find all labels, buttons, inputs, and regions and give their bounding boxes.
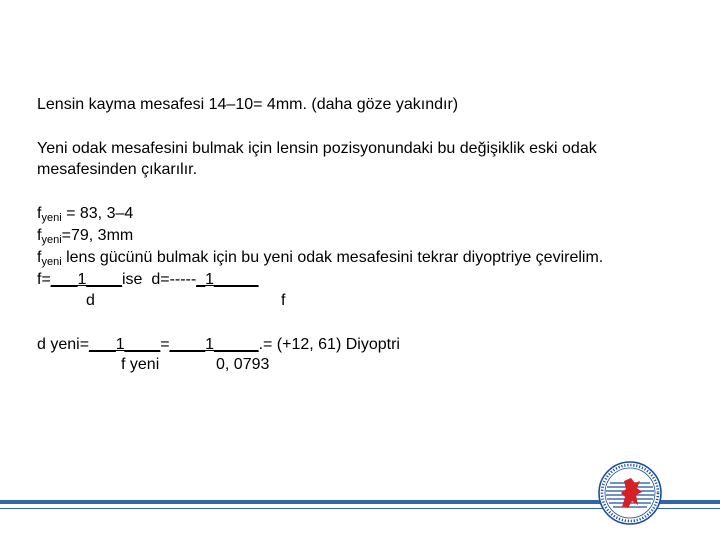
university-seal-icon [598, 461, 662, 525]
fyeni-sentence: lens gücünü bulmak için bu yeni odak mesafesini tekrar diyoptriye çevirelim. [61, 249, 604, 266]
denominator-d: d [86, 292, 95, 309]
denominator-value: 0, 0793 [216, 356, 270, 373]
formula-f-numerator: ___1____ [50, 271, 122, 288]
dyeni-label: d yeni= [37, 336, 90, 353]
text-line-yeni-odak-2: mesafesinden çıkarılır. [37, 161, 198, 178]
formula-fyeni-2 [37, 226, 133, 246]
dyeni-numerator-2: ____1_____ [169, 336, 259, 353]
formula-f-equals: f= [37, 271, 51, 288]
text-line-yeni-odak-1: Yeni odak mesafesini bulmak için lensin pozisyonundaki bu değişiklik eski odak [37, 140, 597, 157]
formula-fyeni-3 [37, 248, 603, 268]
fyeni-expression-1: = 83, 3–4 [61, 205, 134, 222]
denominator-fyeni: f yeni [121, 356, 160, 373]
dyeni-numerator-1: ___1____ [89, 336, 161, 353]
formula-ise-d: ise d=----- [121, 271, 197, 288]
formula-d-numerator: _1_____ [196, 271, 259, 288]
f-symbol: f [37, 249, 42, 266]
dyeni-equals: = [160, 336, 170, 353]
formula-fyeni-1 [37, 204, 133, 224]
f-symbol: f [37, 205, 42, 222]
yeni-subscript: yeni [41, 256, 62, 268]
denominator-f: f [281, 292, 286, 309]
formula-f-d [37, 270, 259, 290]
text-line-kayma: Lensin kayma mesafesi 14–10= 4mm. (daha göze yakındır) [37, 96, 459, 113]
dyeni-result: .= (+12, 61) Diyoptri [258, 336, 400, 353]
fyeni-expression-2: =79, 3mm [61, 227, 134, 244]
yeni-subscript: yeni [41, 234, 62, 246]
yeni-subscript: yeni [41, 212, 62, 224]
formula-dyeni [37, 335, 400, 355]
f-symbol: f [37, 227, 42, 244]
